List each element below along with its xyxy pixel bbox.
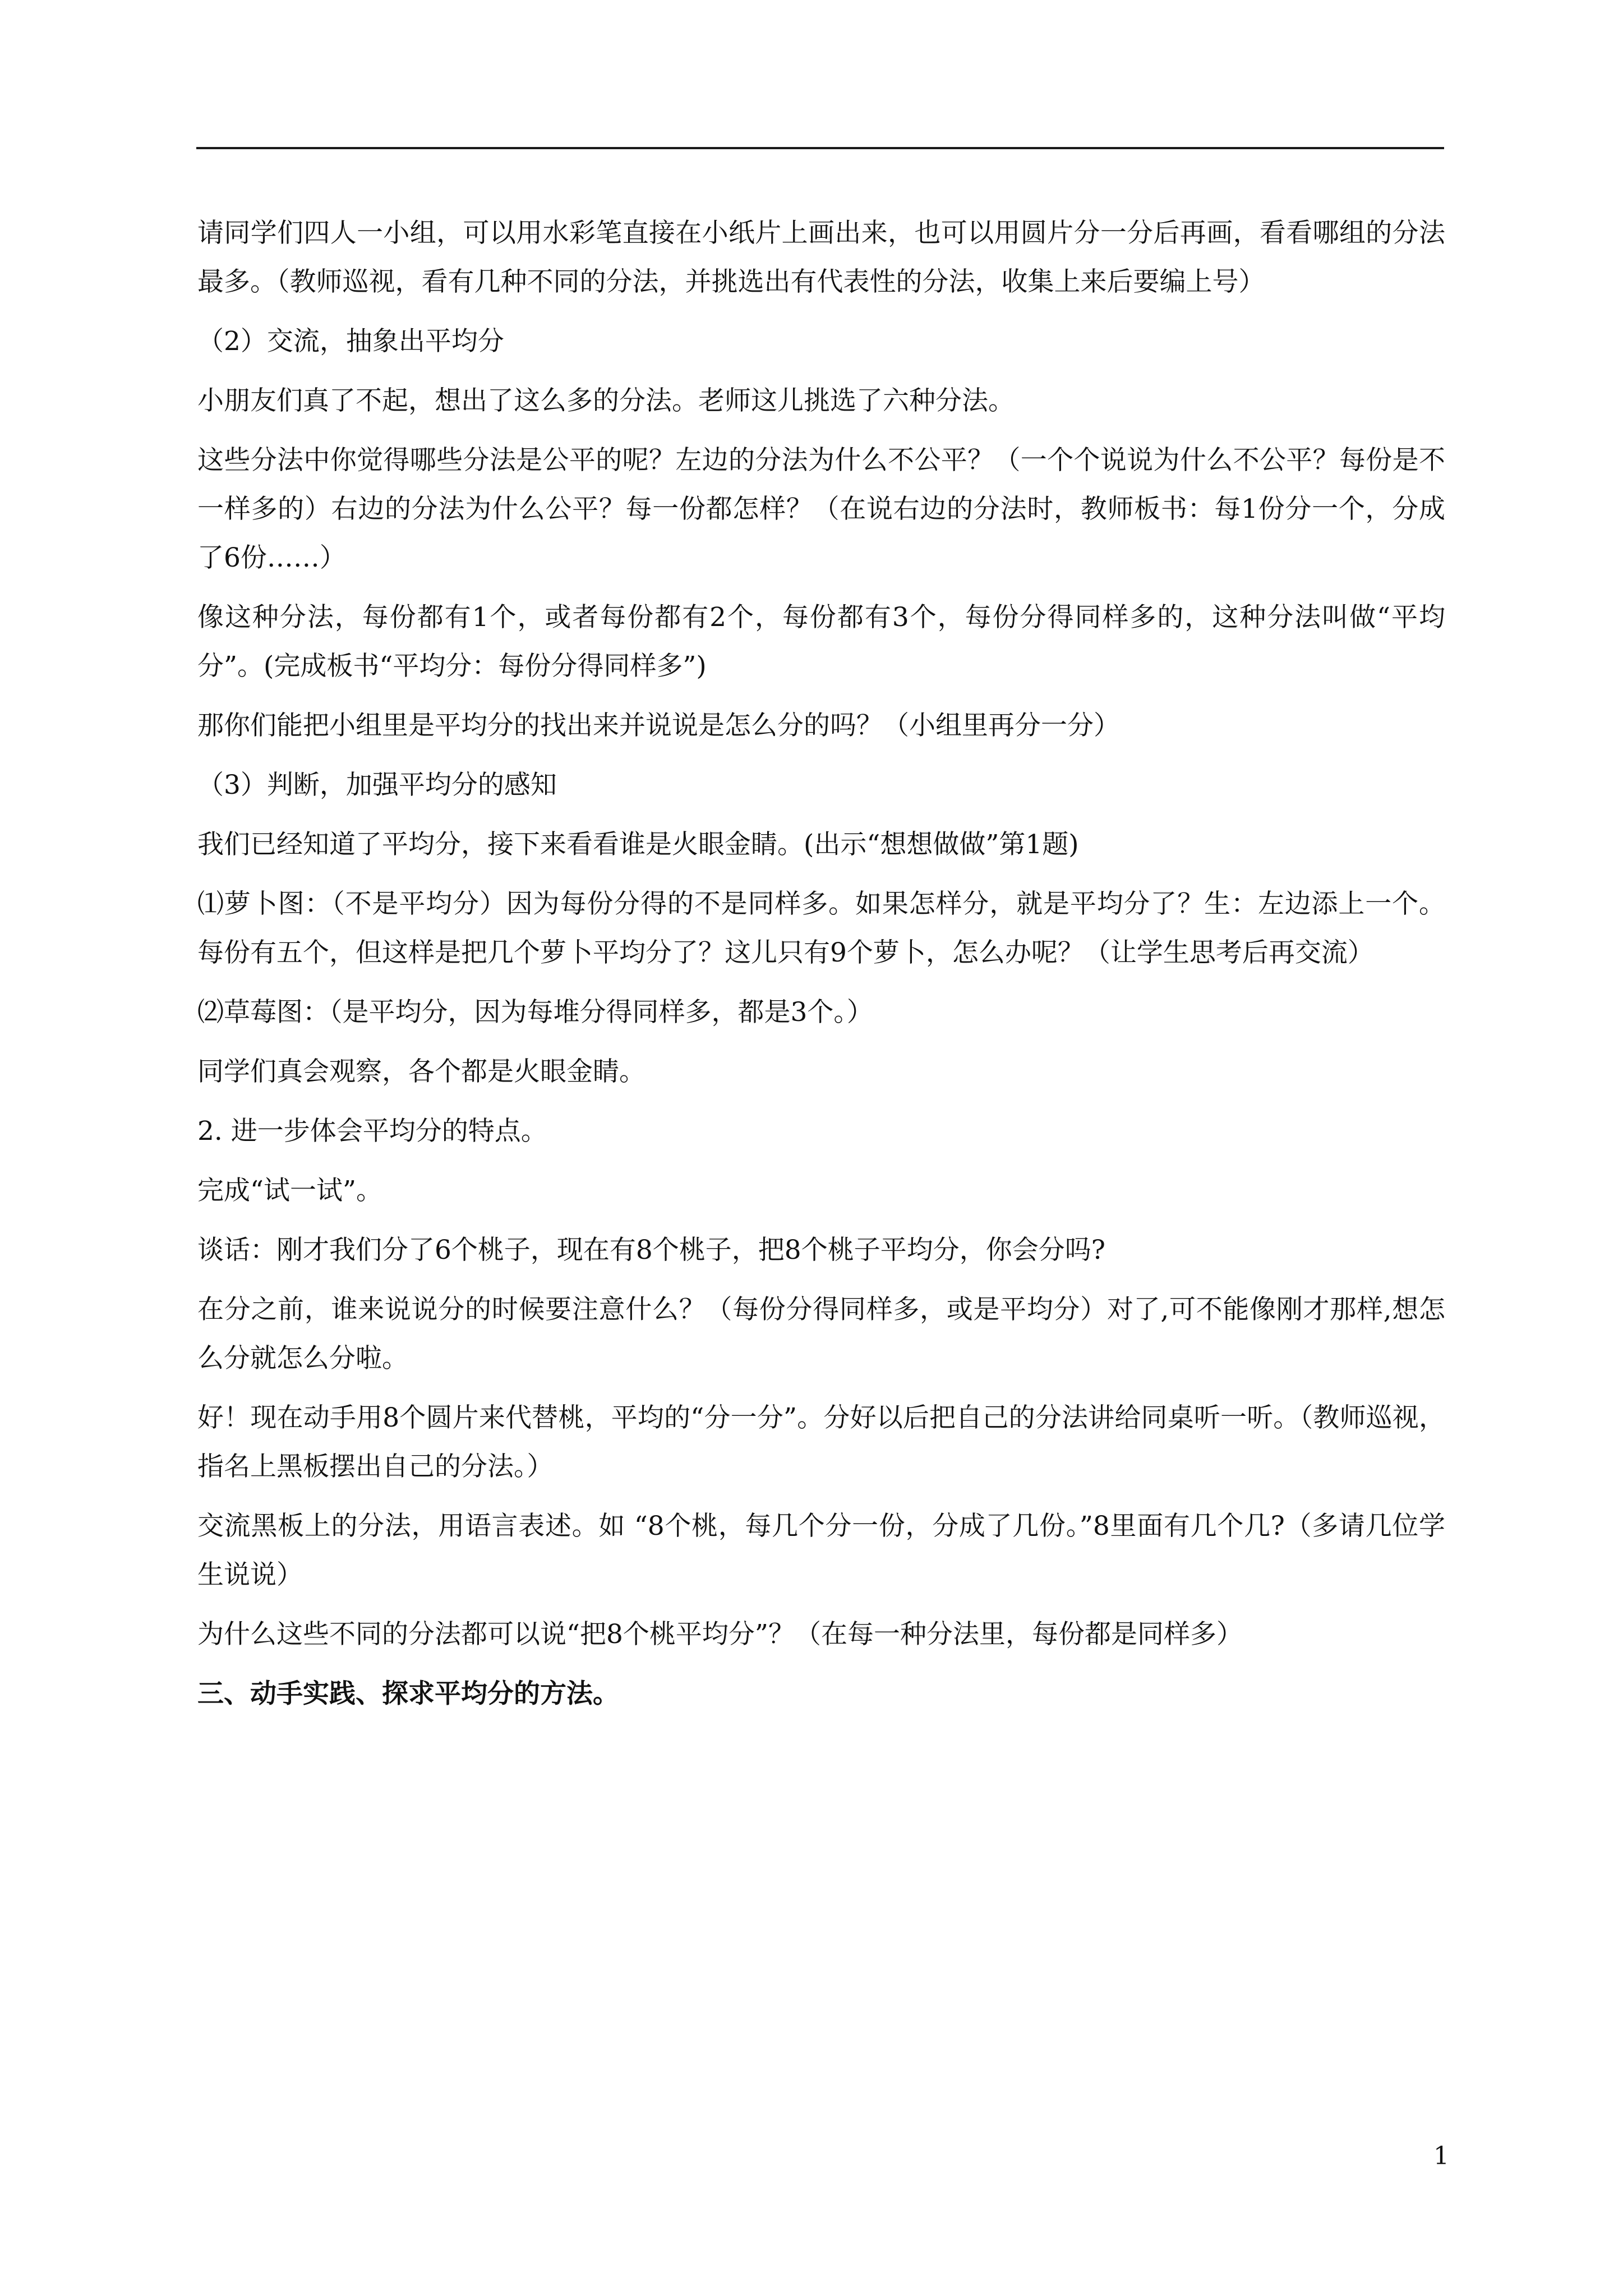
paragraph-radish-picture: ⑴萝卜图：（不是平均分）因为每份分得的不是同样多。如果怎样分，就是平均分了？生：左边添上一个。每份有五个，但这样是把几个萝卜平均分了？这儿只有9个萝卜，怎么办呢？（让学生思考后再交流） xyxy=(197,889,1445,968)
paragraph-why-same: 为什么这些不同的分法都可以说“把8个桃平均分”？（在每一种分法里，每份都是同样多） xyxy=(197,1619,1243,1650)
section-heading-exchange: （2）交流，抽象出平均分 xyxy=(197,326,504,357)
paragraph-define-average: 像这种分法，每份都有1个，或者每份都有2个，每份都有3个，每份分得同样多的，这种分法叫做“平均分”。(完成板书“平均分：每份分得同样多”) xyxy=(197,602,1445,682)
paragraph-blackboard-exchange: 交流黑板上的分法，用语言表述。如 “8个桃，每几个分一份，分成了几份。”8里面有几个几?（多请几位学生说说） xyxy=(197,1511,1445,1590)
paragraph-good-observation: 同学们真会观察，各个都是火眼金睛。 xyxy=(197,1056,645,1087)
paragraph-hands-on: 好！现在动手用8个圆片来代替桃，平均的“分一分”。分好以后把自己的分法讲给同桌听一听。（教师巡视，指名上黑板摆出自己的分法。） xyxy=(197,1402,1445,1482)
paragraph-before-dividing: 在分之前，谁来说说分的时候要注意什么？（每份分得同样多，或是平均分）对了,可不能像刚才那样,想怎么分就怎么分啦。 xyxy=(197,1294,1445,1374)
paragraph-peach-talk: 谈话：刚才我们分了6个桃子，现在有8个桃子，把8个桃子平均分，你会分吗? xyxy=(197,1235,1105,1266)
paragraph-strawberry-picture: ⑵草莓图：（是平均分，因为每堆分得同样多，都是3个。） xyxy=(197,997,873,1028)
document-body xyxy=(197,209,1445,1729)
paragraph-sharp-eyes: 我们已经知道了平均分，接下来看看谁是火眼金睛。(出示“想想做做”第1题) xyxy=(197,829,1079,860)
section-heading-judge: （3）判断，加强平均分的感知 xyxy=(197,770,557,800)
paragraph-group-drawing: 请同学们四人一小组，可以用水彩笔直接在小纸片上画出来，也可以用圆片分一分后再画，看看哪组的分法最多。（教师巡视，看有几种不同的分法，并挑选出有代表性的分法，收集上来后要编上号） xyxy=(197,218,1445,297)
section-heading-practice: 三、动手实践、探求平均分的方法。 xyxy=(197,1678,619,1709)
paragraph-find-average: 那你们能把小组里是平均分的找出来并说说是怎么分的吗？（小组里再分一分） xyxy=(197,710,1120,741)
page-number: 1 xyxy=(1433,2142,1449,2170)
paragraph-fair-question: 这些分法中你觉得哪些分法是公平的呢？左边的分法为什么不公平？（一个个说说为什么不公平？每份是不一样多的）右边的分法为什么公平？每一份都怎样？（在说右边的分法时，教师板书：每1份分一个，分成了6份……） xyxy=(197,445,1445,573)
paragraph-six-methods: 小朋友们真了不起，想出了这么多的分法。老师这儿挑选了六种分法。 xyxy=(197,385,1015,416)
paragraph-try-it: 完成“试一试”。 xyxy=(197,1175,383,1206)
section-heading-features: 2. 进一步体会平均分的特点。 xyxy=(197,1116,547,1147)
header-rule xyxy=(196,147,1444,149)
